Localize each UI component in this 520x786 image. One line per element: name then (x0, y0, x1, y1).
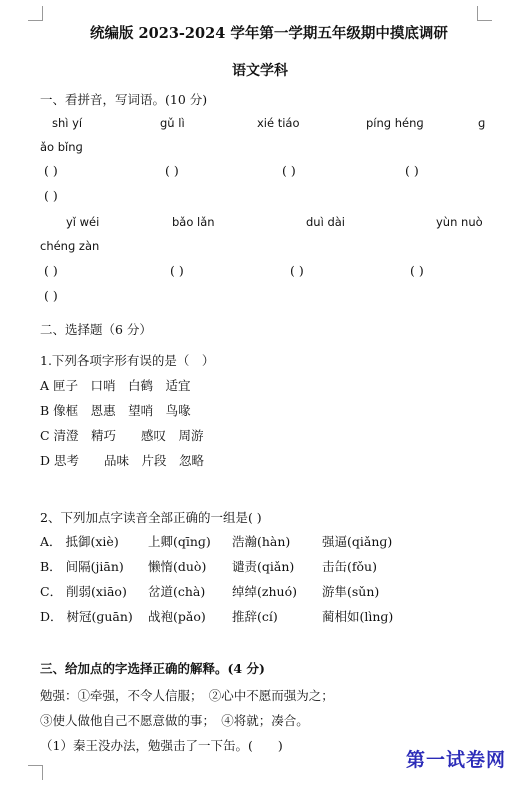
question-2: 2、下列加点字读音全部正确的一组是( ) (40, 510, 262, 525)
answer-blank[interactable]: ( ) (44, 163, 58, 178)
definition-line-1: 勉强：①牵强，不令人信服； ②心中不愿而强为之； (40, 688, 334, 703)
option-word: 战袍(pǎo) (148, 609, 206, 624)
pinyin-item: bǎo lǎn (172, 215, 215, 229)
answer-blank[interactable]: ( ) (410, 263, 424, 278)
option-word: 蔺相如(lìnɡ) (322, 609, 394, 624)
answer-blank[interactable]: ( ) (282, 163, 296, 178)
option-c[interactable]: C． 削弱(xiāo) (40, 584, 127, 599)
pinyin-item: yǐ wéi (66, 215, 100, 229)
option-b[interactable]: B． 间隔(jiān) (40, 559, 124, 574)
answer-blank[interactable]: ( ) (44, 263, 58, 278)
section1-heading: 一、看拼音，写词语。(10 分) (40, 92, 208, 107)
answer-blank[interactable]: ( ) (290, 263, 304, 278)
option-word: 上卿(qīnɡ) (148, 534, 211, 549)
option-word: 推辞(cí) (232, 609, 278, 624)
answer-blank[interactable]: ( ) (405, 163, 419, 178)
option-d[interactable]: D． 树冠(ɡuān) (40, 609, 133, 624)
option-word: 懒惰(duò) (148, 559, 207, 574)
option-word: 绰绰(zhuó) (232, 584, 297, 599)
option-a[interactable]: A． 抵御(xiè) (40, 534, 119, 549)
pinyin-item: duì dài (306, 215, 345, 229)
pinyin-item: xié tiáo (257, 116, 300, 130)
definition-line-2: ③使人做他自己不愿意做的事； ④将就；凑合。 (40, 713, 309, 728)
question-1: 1.下列各项字形有误的是（ ） (40, 353, 215, 368)
answer-blank[interactable]: ( ) (165, 163, 179, 178)
option-word: 谴责(qiǎn) (232, 559, 295, 574)
option-a[interactable]: A 匣子 口哨 白鹤 适宜 (40, 378, 191, 393)
pinyin-item: pínɡ hénɡ (366, 116, 424, 130)
pinyin-item: chénɡ zàn (40, 239, 100, 253)
crop-mark-bottom-left (28, 765, 43, 780)
answer-blank[interactable]: ( ) (44, 188, 58, 203)
pinyin-item: shì yí (52, 116, 83, 130)
answer-blank[interactable]: ( ) (44, 288, 58, 303)
option-c[interactable]: C 清澄 精巧 感叹 周游 (40, 428, 204, 443)
question-3-1: （1）秦王没办法，勉强击了一下缶。( ) (40, 738, 283, 753)
pinyin-item: gǔ lì (160, 116, 185, 130)
option-word: 浩瀚(hàn) (232, 534, 291, 549)
watermark-logo: 第一试卷网 (405, 749, 506, 771)
answer-blank[interactable]: ( ) (170, 263, 184, 278)
pinyin-item: yùn nuò (436, 215, 483, 229)
option-word: 强逼(qiǎnɡ) (322, 534, 393, 549)
pinyin-item: ɡ (478, 116, 486, 130)
section3-heading: 三、给加点的字选择正确的解释。(4 分) (40, 661, 265, 676)
crop-mark-top-right (477, 6, 492, 21)
option-word: 击缶(fǒu) (322, 559, 377, 574)
pinyin-item: ǎo bǐnɡ (40, 140, 83, 154)
section2-heading: 二、选择题（6 分） (40, 322, 152, 337)
option-d[interactable]: D 思考 品味 片段 忽略 (40, 453, 204, 468)
option-word: 岔道(chà) (148, 584, 206, 599)
crop-mark-top-left (28, 6, 43, 21)
document-title: 统编版 2023-2024 学年第一学期五年级期中摸底调研 (90, 25, 448, 42)
subject-title: 语文学科 (232, 63, 288, 79)
option-b[interactable]: B 像框 恩惠 望哨 鸟喙 (40, 403, 191, 418)
option-word: 游隼(sǔn) (322, 584, 380, 599)
